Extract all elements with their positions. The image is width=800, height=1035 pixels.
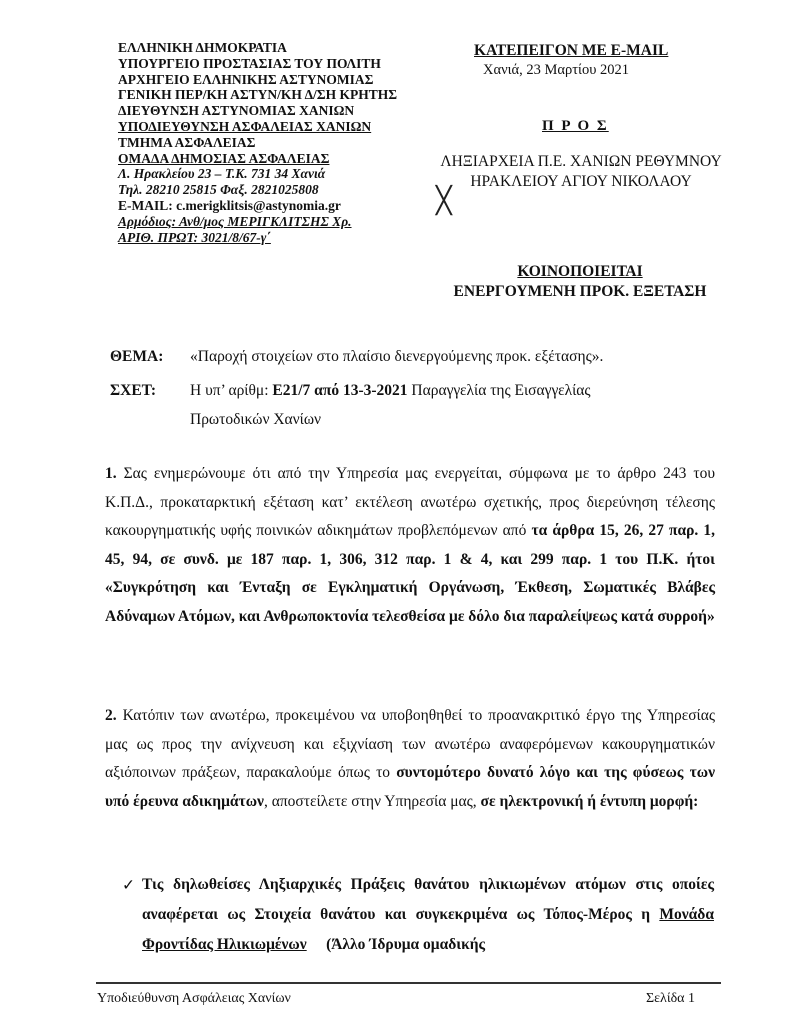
paragraph-text: Σας ενημερώνουμε ότι από την Υπηρεσία μας ενεργείται, σύμφωνα με το άρθρο 243 του Κ.Π.Δ., προκαταρκτική εξέταση κατ’ εκτέλεση ανωτέρω σχετικής, προς διερεύνηση τέλεσης κακουργηματικής υφής ποινικών αδικημάτων προβλεπόμενων από [105,465,715,539]
footer-department: Υποδιεύθυνση Ασφάλειας Χανίων [97,991,291,1006]
reference-line-2: Πρωτοδικών Χανίων [190,411,322,428]
paragraph-bold-text: τα άρθρα 15, 26, 27 παρ. 1, 45, 94, σε συνδ. με 187 παρ. 1, 306, 312 παρ. 1 & 4, και 299 παρ. 1 του Π.Κ. ήτοι «Συγκρότηση και Ένταξη σε Εγκληματική Οργάνωση, Έκθεση, Σωματικές Βλάβες Αδύναμων Ατόμων, και Ανθρωποκτονία τελεσθείσα με δόλο δια παραλείψεως κατά συρροή» [105,522,715,625]
letterhead-email: E-MAIL: c.merigklitsis@astynomia.gr [118,197,341,213]
paragraph-2 [105,702,715,816]
reference-label: ΣΧΕΤ: [110,382,157,399]
footer-divider [96,982,721,984]
bullet-text-b: (Άλλο Ίδρυμα ομαδικής [306,936,486,953]
recipient: ΛΗΞΙΑΡΧΕΙΑ Π.Ε. ΧΑΝΙΩΝ ΡΕΘΥΜΝΟΥ ΗΡΑΚΛΕΙΟΥ ΑΓΙΟΥ ΝΙΚΟΛΑΟΥ [440,153,722,190]
reference-post: Παραγγελία της Εισαγγελίας [407,382,591,399]
handwritten-x-mark: ╳ [436,186,452,216]
letterhead-protocol: ΑΡΙΘ. ΠΡΩΤ: 3021/8/67-γ΄ [118,229,271,245]
bullet-text [142,870,714,960]
paragraph-number: 2. [105,707,117,724]
bullet-item [122,870,714,960]
footer-page-number: Σελίδα 1 [646,991,696,1006]
letterhead-line: ΔΙΕΥΘΥΝΣΗ ΑΣΤΥΝΟΜΙΑΣ ΧΑΝΙΩΝ [118,103,355,119]
bullet-underlined-text: Μονάδα Φροντίδας Ηλικιωμένων [142,906,714,953]
letterhead-address: Λ. Ηρακλείου 23 – Τ.Κ. 731 34 Χανιά [118,166,326,182]
subject-label: ΘΕΜΑ: [110,348,164,365]
cc-value: ΕΝΕΡΓΟΥΜΕΝΗ ΠΡΟΚ. ΕΞΕΤΑΣΗ [453,283,707,300]
reference-line [110,382,591,400]
paragraph-text: Κατόπιν των ανωτέρω, προκειμένου να υποβοηθηθεί το προανακριτικό έργο της Υπηρεσίας μας ως προς την ανίχνευση και εξιχνίαση των ανωτέρω αναφερόμενων κακουργηματικών αξιόποινων πράξεων, παρακαλούμε όπως το [105,707,715,781]
letterhead-line: ΓΕΝΙΚΗ ΠΕΡ/ΚΗ ΑΣΤΥΝ/ΚΗ Δ/ΣΗ ΚΡΗΤΗΣ [118,87,398,103]
subject-text: «Παροχή στοιχείων στο πλαίσιο διενεργούμενης προκ. εξέτασης». [190,348,604,365]
letterhead-phone: Τηλ. 28210 25815 Φαξ. 2821025808 [118,182,319,198]
letterhead-line: ΥΠΟΔΙΕΥΘΥΝΣΗ ΑΣΦΑΛΕΙΑΣ ΧΑΝΙΩΝ [118,118,372,134]
letterhead-line: ΑΡΧΗΓΕΙΟ ΕΛΛΗΝΙΚΗΣ ΑΣΤΥΝΟΜΙΑΣ [118,71,374,87]
cc-block [437,262,723,302]
paragraph-text: , αποστείλετε στην Υπηρεσία μας, [263,792,481,810]
subject-line [110,348,603,366]
paragraph-number: 1. [105,465,117,482]
letterhead [118,40,397,245]
paragraph-bold-text: συντομότερο δυνατό λόγο και της φύσεως των υπό έρευνα αδικημάτων [105,764,715,810]
reference-pre: Η υπ’ αρίθμ: [190,382,273,399]
letterhead-officer: Αρμόδιος: Ανθ/μος ΜΕΡΙΓΚΛΙΤΣΗΣ Χρ. [118,213,352,229]
to-label: Π Ρ Ο Σ [542,118,609,134]
paragraph-1 [105,460,715,631]
letterhead-line: ΥΠΟΥΡΓΕΙΟ ΠΡΟΣΤΑΣΙΑΣ ΤΟΥ ΠΟΛΙΤΗ [118,55,381,71]
urgency-label: ΚΑΤΕΠΕΙΓΟΝ ΜΕ E-MAIL [474,42,669,59]
reference-number: Ε21/7 από 13-3-2021 [272,382,408,399]
document-date: Χανιά, 23 Μαρτίου 2021 [483,62,630,78]
paragraph-bold-text: σε ηλεκτρονική ή έντυπη μορφή: [480,792,699,810]
letterhead-line: ΟΜΑΔΑ ΔΗΜΟΣΙΑΣ ΑΣΦΑΛΕΙΑΣ [118,150,330,166]
bullet-text-a: Τις δηλωθείσες Ληξιαρχικές Πράξεις θανάτου ηλικιωμένων ατόμων στις οποίες αναφέρεται ως Στοιχεία θανάτου και συγκεκριμένα ως Τόπος-Μέρος η [142,876,714,923]
letterhead-line: ΤΜΗΜΑ ΑΣΦΑΛΕΙΑΣ [118,134,256,150]
cc-label: ΚΟΙΝΟΠΟΙΕΙΤΑΙ [517,263,643,280]
checkmark-icon: ✓ [122,876,135,894]
letterhead-line: ΕΛΛΗΝΙΚΗ ΔΗΜΟΚΡΑΤΙΑ [118,40,287,55]
